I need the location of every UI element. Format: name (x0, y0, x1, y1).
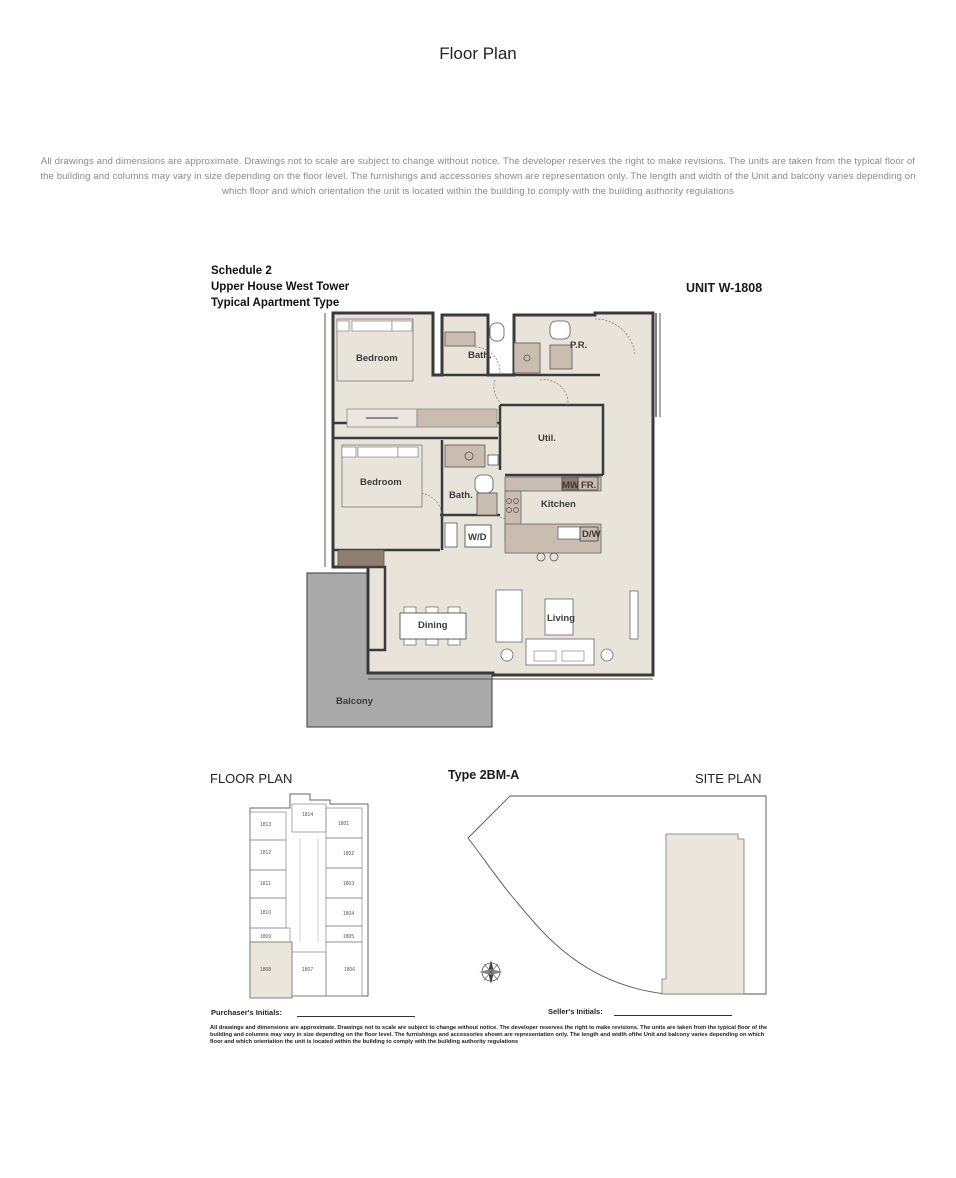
floor-plan-drawing (300, 305, 670, 730)
key-unit-1802: 1802 (343, 851, 355, 857)
balcony-label: Balcony (336, 696, 373, 707)
site-plan-drawing (466, 794, 776, 999)
key-unit-1814: 1814 (302, 812, 314, 818)
purchaser-initials-line[interactable] (297, 1016, 415, 1017)
washer-dryer-label: W/D (468, 532, 487, 543)
floor-plan-heading: FLOOR PLAN (210, 771, 293, 786)
microwave-label: MW (562, 480, 579, 491)
unit-label: UNIT W-1808 (686, 281, 763, 295)
key-floor-plan (240, 792, 380, 1002)
schedule-line-2: Upper House West Tower (211, 281, 350, 293)
key-unit-1804: 1804 (343, 911, 355, 917)
key-unit-1803: 1803 (343, 881, 355, 887)
kitchen-label: Kitchen (541, 499, 576, 510)
bath-2-label: Bath. (449, 490, 473, 501)
key-unit-1812: 1812 (260, 850, 272, 856)
key-unit-1801: 1801 (338, 821, 350, 827)
key-unit-1809: 1809 (260, 934, 272, 940)
dining-label: Dining (418, 620, 448, 631)
bedroom-1-label: Bedroom (356, 353, 398, 364)
site-plan-heading: SITE PLAN (695, 771, 762, 786)
fridge-label: FR. (581, 480, 597, 491)
dishwasher-label: D/W (582, 529, 601, 540)
site-building-footprint (662, 834, 744, 994)
schedule-line-3: Typical Apartment Type (211, 297, 340, 309)
page-title: Floor Plan (439, 44, 517, 63)
purchaser-initials-label: Purchaser's Initials: (211, 1008, 282, 1017)
key-unit-1805: 1805 (343, 934, 355, 940)
bedroom-2-label: Bedroom (360, 477, 402, 488)
compass-rose-icon (479, 960, 503, 984)
seller-initials-label: Seller's Initials: (548, 1007, 603, 1016)
key-unit-1810: 1810 (260, 910, 272, 916)
bath-1-label: Bath. (468, 350, 492, 361)
powder-room-label: P.R. (570, 340, 588, 351)
seller-initials-line[interactable] (614, 1015, 732, 1016)
key-unit-1808: 1808 (260, 967, 272, 973)
key-unit-1807: 1807 (302, 967, 314, 973)
unit-type-label: Type 2BM-A (448, 768, 520, 782)
living-label: Living (547, 613, 575, 624)
disclaimer-bottom: All drawings and dimensions are approximate. Drawings not to scale are subject to change without notice. The developer reserves the right to make revisions. The units are taken from the typical floor of the building and columns may vary in size depending on the floor level. The furnishings and accessories shown are representation only. The length and width ofthe Unit and balcony varies depending on which floor and which orientation the unit is located within the building to comply with the building authority regulations (210, 1025, 768, 1045)
key-unit-1811: 1811 (260, 881, 271, 887)
disclaimer-top: All drawings and dimensions are approximate. Drawings not to scale are subject to change without notice. The developer reserves the right to make revisions. The units are taken from the typical floor of the building and columns may vary in size depending on the floor level. The furnishings and accessories shown are representation only. The length and width of the Unit and balcony varies depending on which floor and which orientation the unit is located within the building to comply with the building authority regulations (40, 156, 916, 197)
utility-label: Util. (538, 433, 556, 444)
key-unit-1806: 1806 (344, 967, 356, 973)
schedule-line-1: Schedule 2 (211, 265, 272, 277)
key-unit-1813: 1813 (260, 822, 272, 828)
